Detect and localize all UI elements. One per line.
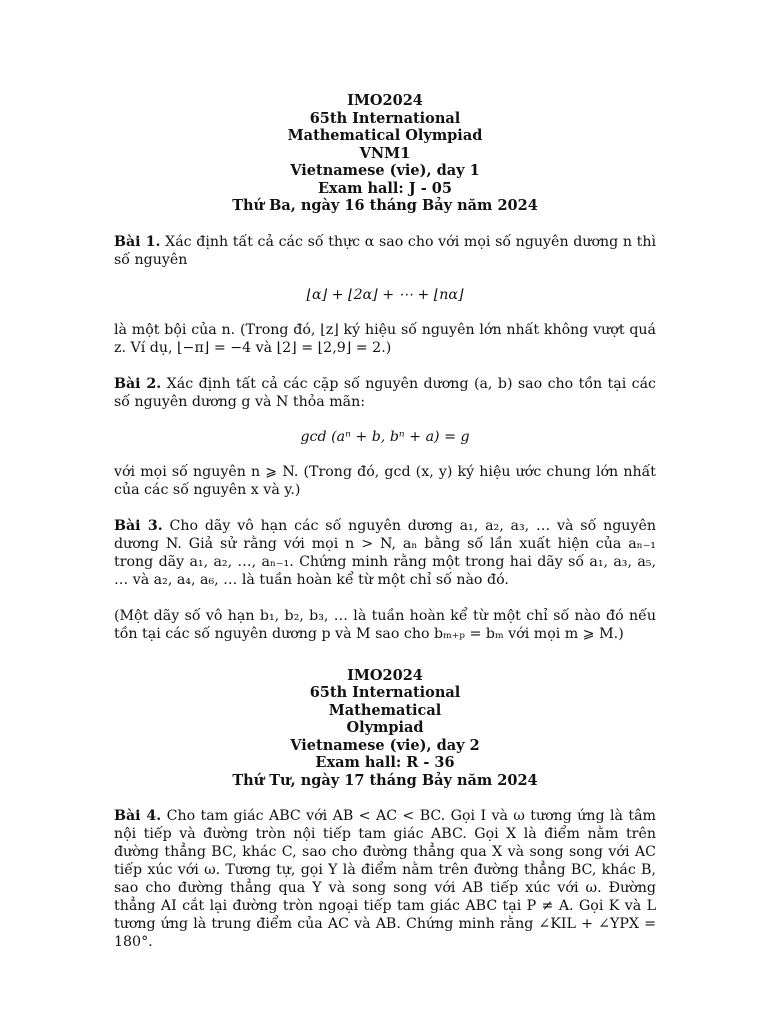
problem-label: Bài 1. [114,233,161,250]
header-line: Vietnamese (vie), day 2 [290,736,480,754]
problem-1 [114,233,656,269]
day2-header [114,667,656,790]
header-line: VNM1 [359,144,411,162]
problem-text: Xác định tất cả các số thực α sao cho với mọi số nguyên dương n thì số nguyên [114,233,657,268]
header-line: 65th International [309,109,461,127]
problem-formula: ⌊α⌋ + ⌊2α⌋ + ⋯ + ⌊nα⌋ [306,286,464,303]
problem-text: Cho tam giác ABC với AB < AC < BC. Gọi I và ω tương ứng là tâm nội tiếp và đường tròn nội tiếp tam giác ABC. Gọi X là điểm nằm trên đường thẳng BC, khác C, sao cho đường thẳng qua X và song song với AC tiếp xúc với ω. Tương tự, gọi Y là điểm nằm trên đường thẳng BC, khác B, sao cho đường thẳng qua Y và song song với AB tiếp xúc với ω. Đường thẳng AI cắt lại đường tròn ngoại tiếp tam giác ABC tại P ≠ A. Gọi K và L tương ứng là trung điểm của AC và AB. Chứng minh rằng ∠KIL + ∠YPX = 180°. [114,808,656,950]
document-page [114,92,656,951]
problem-text: Xác định tất cả các cặp số nguyên dương (a, b) sao cho tồn tại các số nguyên dương g và N thỏa mãn: [114,375,657,410]
problem-note: (Một dãy số vô hạn b₁, b₂, b₃, … là tuần hoàn kể từ một chỉ số nào đó nếu tồn tại các số nguyên dương p và M sao cho bₘ₊ₚ = bₘ với mọi m ⩾ M.) [114,607,656,642]
header-line: Exam hall: J - 05 [318,179,452,197]
header-line: Exam hall: R - 36 [315,754,455,771]
header-line: 65th International [309,684,461,701]
header-line: IMO2024 [347,666,423,684]
header-line: IMO2024 [347,92,423,109]
header-line: Mathematical Olympiad [287,127,483,144]
problem-continuation: là một bội của n. (Trong đó, ⌊z⌋ ký hiệu số nguyên lớn nhất không vượt quá z. Ví dụ, ⌊−π⌋ = −4 và ⌊2⌋ = ⌊2,9⌋ = 2.) [114,321,656,356]
day1-header [114,92,656,215]
problem-3 [114,517,656,589]
problem-2 [114,375,656,411]
header-line: Mathematical [328,701,442,719]
problem-label: Bài 2. [114,375,162,392]
problem-label: Bài 3. [114,517,163,534]
problem-continuation: với mọi số nguyên n ⩾ N. (Trong đó, gcd (x, y) ký hiệu ước chung lớn nhất của các số nguyên x và y.) [114,463,656,498]
header-line: Olympiad [346,719,424,736]
problem-4 [114,807,656,951]
header-line: Thứ Ba, ngày 16 tháng Bảy năm 2024 [232,197,538,214]
problem-text: Cho dãy vô hạn các số nguyên dương a₁, a₂, a₃, … và số nguyên dương N. Giả sử rằng với mọi n > N, aₙ bằng số lần xuất hiện của aₙ₋₁ trong dãy a₁, a₂, …, aₙ₋₁. Chứng minh rằng một trong hai dãy số a₁, a₃, a₅, … và a₂, a₄, a₆, … là tuần hoàn kể từ một chỉ số nào đó. [114,517,656,588]
header-line: Vietnamese (vie), day 1 [290,162,480,179]
problem-label: Bài 4. [114,808,162,824]
header-line: Thứ Tư, ngày 17 tháng Bảy năm 2024 [232,771,538,789]
problem-formula: gcd (aⁿ + b, bⁿ + a) = g [300,428,470,445]
